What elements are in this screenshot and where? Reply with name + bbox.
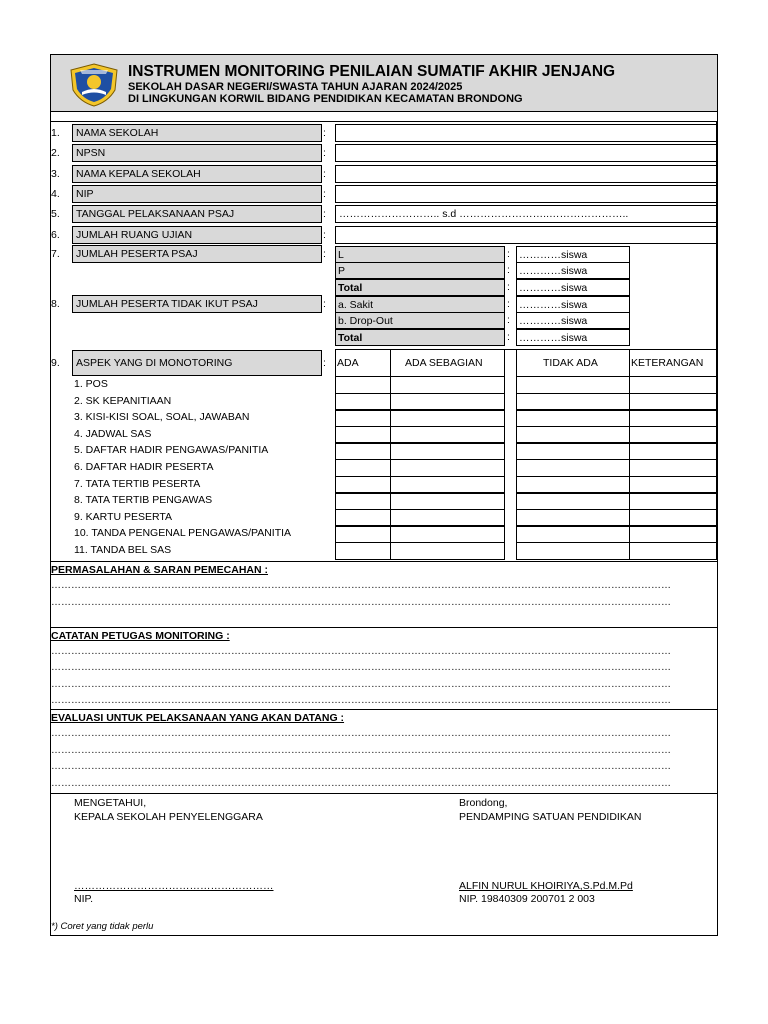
check-cell[interactable] [335, 376, 391, 394]
check-cell[interactable] [516, 542, 630, 560]
item-number: 6. [51, 229, 60, 241]
sign-left-name: ………………………………………………… [74, 880, 274, 892]
check-cell[interactable] [629, 525, 717, 543]
form-subtitle-1: SEKOLAH DASAR NEGERI/SWASTA TAHUN AJARAN 2024/2025 [128, 81, 463, 93]
aspek-item: 8. TATA TERTIB PENGAWAS [74, 494, 213, 506]
dotted-line[interactable]: …………………………………………………………………………………………………………………………………………………………………… [51, 662, 671, 673]
field-input[interactable] [335, 124, 717, 142]
check-cell[interactable] [390, 442, 505, 460]
divider [51, 709, 717, 710]
field-label: JUMLAH RUANG UJIAN [72, 226, 322, 244]
check-cell[interactable] [629, 442, 717, 460]
peserta-row-label: L [335, 246, 505, 263]
sign-left-line1: MENGETAHUI, [74, 797, 147, 809]
col-ada: ADA [337, 357, 359, 369]
colon: : [323, 147, 326, 159]
tidak-ikut-label: JUMLAH PESERTA TIDAK IKUT PSAJ [72, 295, 322, 313]
col-tidak-ada: TIDAK ADA [543, 357, 598, 369]
aspek-item: 1. POS [74, 378, 108, 390]
check-cell[interactable] [335, 525, 391, 543]
colon: : [507, 298, 510, 310]
colon: : [323, 127, 326, 139]
field-label: NIP [72, 185, 322, 203]
peserta-row-label: Total [335, 279, 505, 296]
dotted-line[interactable]: …………………………………………………………………………………………………………………………………………………………………… [51, 761, 671, 772]
item-number: 7. [51, 248, 60, 260]
colon: : [323, 357, 326, 369]
check-cell[interactable] [629, 409, 717, 427]
tidak_ikut-row-value[interactable]: …………siswa [516, 312, 630, 329]
col-keterangan: KETERANGAN [631, 357, 704, 369]
colon: : [507, 314, 510, 326]
aspek-label: ASPEK YANG DI MONOTORING [72, 350, 322, 376]
item-number: 8. [51, 298, 60, 310]
divider [51, 121, 717, 122]
item-number: 5. [51, 208, 60, 220]
check-cell[interactable] [390, 525, 505, 543]
check-cell[interactable] [335, 459, 391, 477]
check-cell[interactable] [335, 492, 391, 510]
check-cell[interactable] [629, 459, 717, 477]
aspek-item: 6. DAFTAR HADIR PESERTA [74, 461, 214, 473]
divider [516, 349, 517, 376]
aspek-item: 11. TANDA BEL SAS [74, 544, 172, 556]
aspek-item: 2. SK KEPANITIAAN [74, 395, 172, 407]
divider [51, 627, 717, 628]
dotted-line[interactable]: …………………………………………………………………………………………………………………………………………………………………… [51, 728, 671, 739]
field-input[interactable] [335, 165, 717, 183]
check-cell[interactable] [516, 459, 630, 477]
divider [504, 349, 505, 376]
item-number: 4. [51, 188, 60, 200]
peserta-row-value[interactable]: …………siswa [516, 279, 630, 296]
colon: : [507, 248, 510, 260]
check-cell[interactable] [390, 542, 505, 560]
dotted-line[interactable]: …………………………………………………………………………………………………………………………………………………………………… [51, 778, 671, 789]
check-cell[interactable] [390, 409, 505, 427]
aspek-item: 9. KARTU PESERTA [74, 511, 173, 523]
colon: : [507, 281, 510, 293]
dotted-line[interactable]: …………………………………………………………………………………………………………………………………………………………………… [51, 679, 671, 690]
check-cell[interactable] [516, 492, 630, 510]
check-cell[interactable] [335, 409, 391, 427]
field-label: NAMA SEKOLAH [72, 124, 322, 142]
check-cell[interactable] [335, 442, 391, 460]
form-subtitle-2: DI LINGKUNGAN KORWIL BIDANG PENDIDIKAN KECAMATAN BRONDONG [128, 93, 523, 105]
dotted-line[interactable]: …………………………………………………………………………………………………………………………………………………………………… [51, 597, 671, 608]
footnote: *) Coret yang tidak perlu [51, 921, 154, 932]
item-number: 2. [51, 147, 60, 159]
check-cell[interactable] [390, 492, 505, 510]
peserta-row-value[interactable]: …………siswa [516, 246, 630, 263]
divider [51, 561, 717, 562]
sign-left-line2: KEPALA SEKOLAH PENYELENGGARA [74, 811, 263, 823]
check-cell[interactable] [629, 542, 717, 560]
aspek-item: 4. JADWAL SAS [74, 428, 152, 440]
item-number: 9. [51, 357, 60, 369]
colon: : [507, 331, 510, 343]
colon: : [507, 264, 510, 276]
evaluasi-heading: EVALUASI UNTUK PELAKSANAAN YANG AKAN DATANG : [51, 712, 345, 724]
tidak_ikut-row-value[interactable]: …………siswa [516, 329, 630, 346]
check-cell[interactable] [390, 459, 505, 477]
sign-left-nip: NIP. [74, 893, 94, 905]
check-cell[interactable] [629, 376, 717, 394]
check-cell[interactable] [629, 492, 717, 510]
school-emblem-icon [68, 62, 120, 108]
field-input[interactable] [335, 226, 717, 244]
tidak_ikut-row-value[interactable]: …………siswa [516, 296, 630, 313]
check-cell[interactable] [335, 542, 391, 560]
tidak_ikut-row-label: Total [335, 329, 505, 346]
catatan-heading: CATATAN PETUGAS MONITORING : [51, 630, 230, 642]
colon: : [323, 229, 326, 241]
form-title: INSTRUMEN MONITORING PENILAIAN SUMATIF AKHIR JENJANG [128, 63, 616, 80]
permasalahan-heading: PERMASALAHAN & SARAN PEMECAHAN : [51, 564, 269, 576]
col-ada-sebagian: ADA SEBAGIAN [405, 357, 483, 369]
aspek-item: 10. TANDA PENGENAL PENGAWAS/PANITIA [74, 527, 292, 539]
colon: : [323, 208, 326, 220]
check-cell[interactable] [516, 409, 630, 427]
field-input[interactable]: ……………………….. s.d ……………………..………………….. [335, 205, 717, 223]
aspek-item: 5. DAFTAR HADIR PENGAWAS/PANITIA [74, 444, 269, 456]
field-input[interactable] [335, 144, 717, 162]
colon: : [323, 188, 326, 200]
colon: : [323, 298, 326, 310]
divider [51, 793, 717, 794]
divider [629, 349, 630, 376]
tidak_ikut-row-label: a. Sakit [335, 296, 505, 313]
divider [335, 349, 336, 376]
peserta-row-value[interactable]: …………siswa [516, 262, 630, 279]
colon: : [323, 248, 326, 260]
peserta-row-label: P [335, 262, 505, 279]
colon: : [323, 168, 326, 180]
sign-right-line1: Brondong, [459, 797, 508, 809]
field-input[interactable] [335, 185, 717, 203]
dotted-line[interactable]: …………………………………………………………………………………………………………………………………………………………………… [51, 580, 671, 591]
check-cell[interactable] [390, 376, 505, 394]
field-label: NAMA KEPALA SEKOLAH [72, 165, 322, 183]
tidak_ikut-row-label: b. Drop-Out [335, 312, 505, 329]
field-label: TANGGAL PELAKSANAAN PSAJ [72, 205, 322, 223]
sign-right-line2: PENDAMPING SATUAN PENDIDIKAN [459, 811, 642, 823]
peserta-label: JUMLAH PESERTA PSAJ [72, 245, 322, 263]
check-cell[interactable] [516, 442, 630, 460]
check-cell[interactable] [516, 376, 630, 394]
dotted-line[interactable]: …………………………………………………………………………………………………………………………………………………………………… [51, 745, 671, 756]
dotted-line[interactable]: …………………………………………………………………………………………………………………………………………………………………… [51, 695, 671, 706]
item-number: 3. [51, 168, 60, 180]
item-number: 1. [51, 127, 60, 139]
field-label: NPSN [72, 144, 322, 162]
aspek-item: 3. KISI-KISI SOAL, SOAL, JAWABAN [74, 411, 250, 423]
divider [390, 349, 391, 376]
sign-right-name: ALFIN NURUL KHOIRIYA,S.Pd.M.Pd [459, 880, 633, 892]
aspek-item: 7. TATA TERTIB PESERTA [74, 478, 201, 490]
check-cell[interactable] [516, 525, 630, 543]
sign-right-nip: NIP. 19840309 200701 2 003 [459, 893, 595, 905]
divider [335, 349, 717, 350]
dotted-line[interactable]: …………………………………………………………………………………………………………………………………………………………………… [51, 646, 671, 657]
